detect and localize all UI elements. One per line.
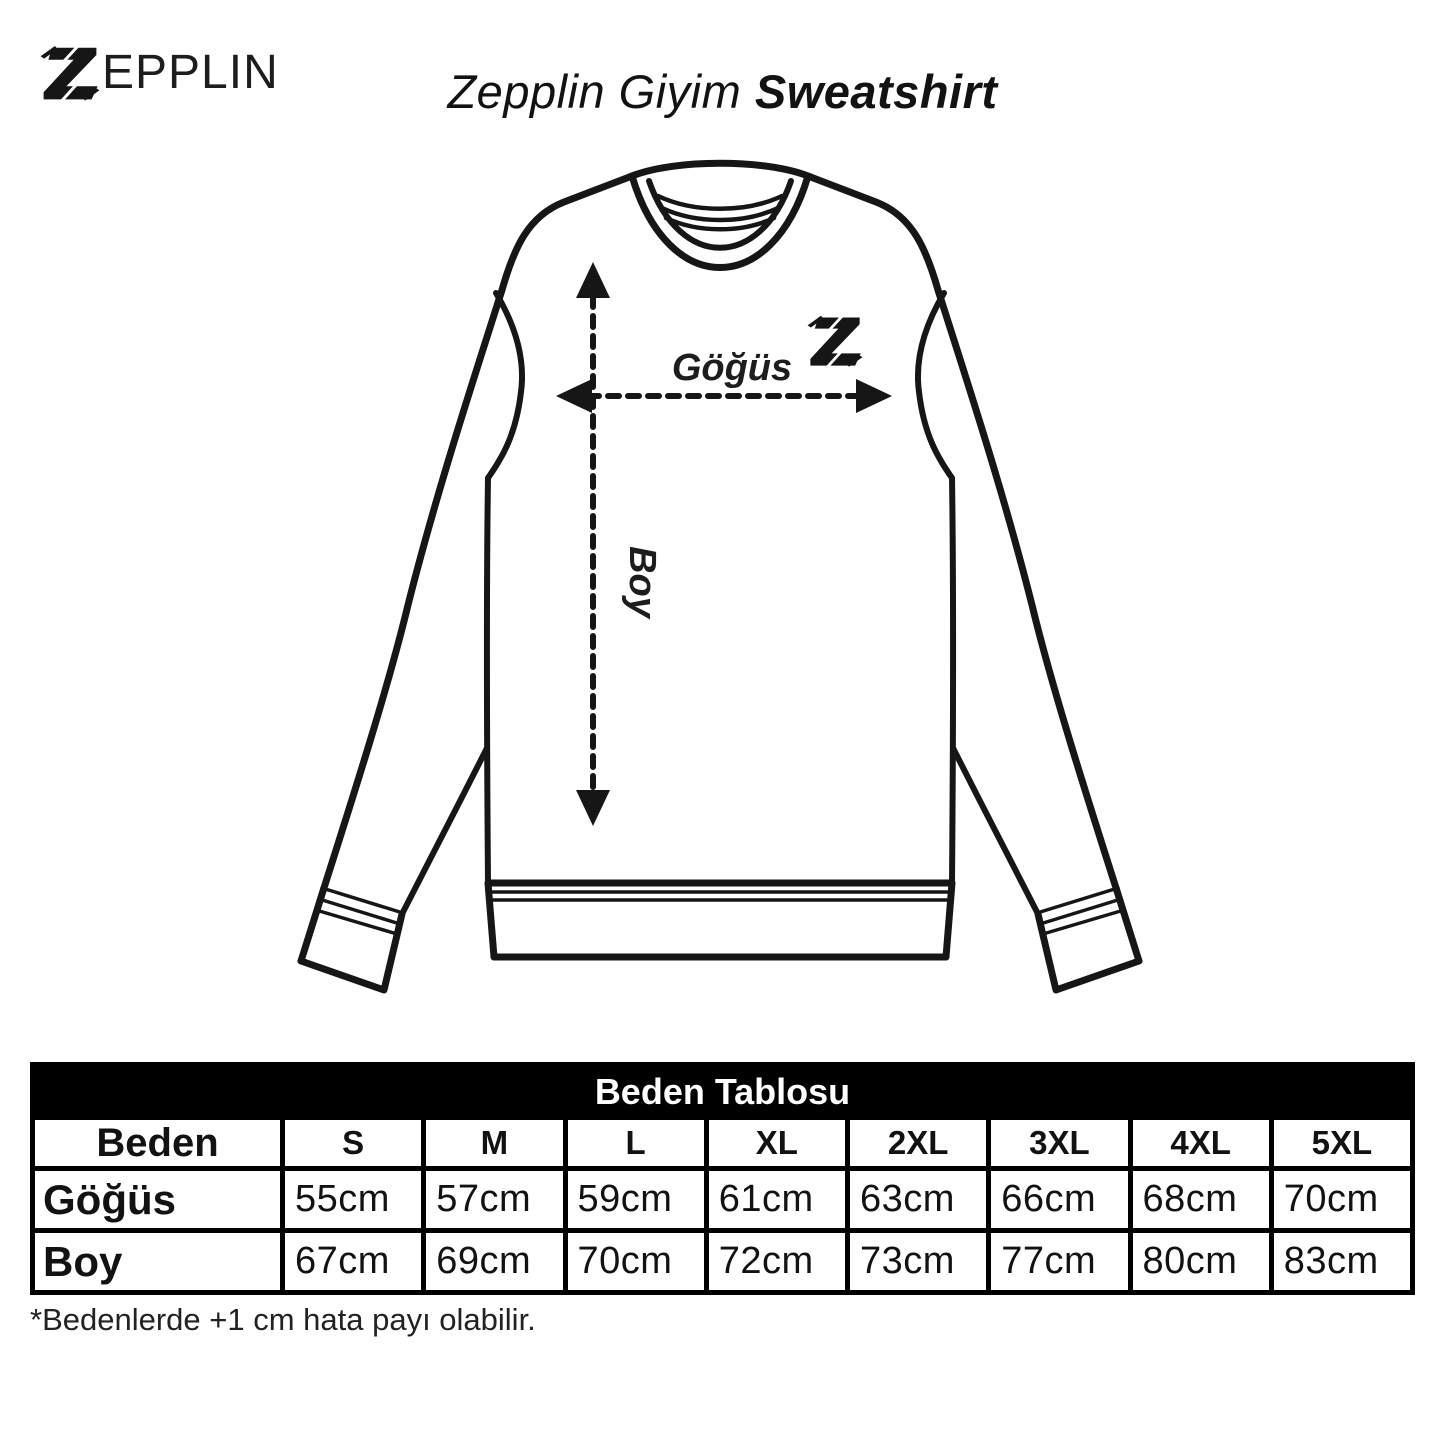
chest-value-l: 59cm: [568, 1171, 704, 1228]
length-value-3xl: 77cm: [991, 1233, 1127, 1290]
chest-value-5xl: 70cm: [1274, 1171, 1410, 1228]
chest-value-xl: 61cm: [709, 1171, 845, 1228]
chest-value-4xl: 68cm: [1133, 1171, 1269, 1228]
col-header-2xl: 2XL: [850, 1120, 986, 1166]
length-value-m: 69cm: [426, 1233, 562, 1290]
chest-label: Göğüs: [671, 347, 793, 389]
col-header-s: S: [285, 1120, 421, 1166]
length-measure-arrow: [576, 262, 663, 826]
length-value-5xl: 83cm: [1274, 1233, 1410, 1290]
col-header-5xl: 5XL: [1274, 1120, 1410, 1166]
length-value-2xl: 73cm: [850, 1233, 986, 1290]
col-header-l: L: [568, 1120, 704, 1166]
col-header-3xl: 3XL: [991, 1120, 1127, 1166]
size-table: [30, 1062, 1415, 1295]
chest-value-3xl: 66cm: [991, 1171, 1127, 1228]
size-table-grid: [35, 1120, 1410, 1290]
length-label: Boy: [621, 546, 663, 618]
page-title-product: Sweatshirt: [754, 65, 998, 118]
row-label-length: Boy: [35, 1233, 280, 1290]
col-header-beden: Beden: [35, 1120, 280, 1166]
tolerance-footnote: *Bedenlerde +1 cm hata payı olabilir.: [30, 1302, 536, 1337]
length-value-4xl: 80cm: [1133, 1233, 1269, 1290]
row-label-chest: Göğüs: [35, 1171, 280, 1228]
col-header-m: M: [426, 1120, 562, 1166]
page-title-prefix: Zepplin Giyim: [447, 65, 742, 118]
length-value-l: 70cm: [568, 1233, 704, 1290]
chest-value-s: 55cm: [285, 1171, 421, 1228]
col-header-4xl: 4XL: [1133, 1120, 1269, 1166]
length-value-xl: 72cm: [709, 1233, 845, 1290]
size-table-title: Beden Tablosu: [594, 1071, 851, 1112]
length-value-s: 67cm: [285, 1233, 421, 1290]
page-title: [0, 64, 1445, 119]
sweatshirt-outline: [301, 163, 1139, 990]
col-header-xl: XL: [709, 1120, 845, 1166]
chest-value-m: 57cm: [426, 1171, 562, 1228]
chest-z-icon: [808, 314, 863, 369]
brand-wordmark: EPPLIN: [102, 46, 279, 99]
chest-value-2xl: 63cm: [850, 1171, 986, 1228]
sweatshirt-diagram: [280, 150, 1160, 1030]
